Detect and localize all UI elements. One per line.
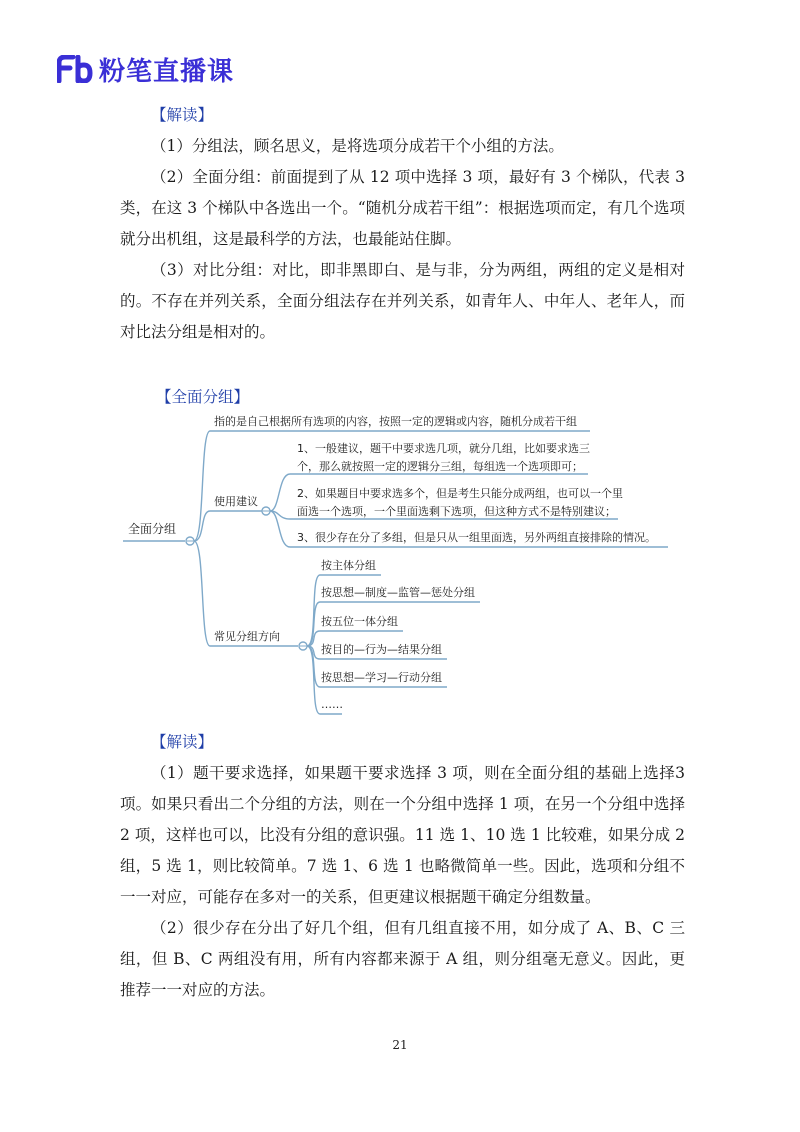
s1-p3-l0: （3）对比分组：对比，即非黑即白、是与非，分为两组，两组的定义是相 [151, 261, 670, 279]
s1-p2-l2: 选项就分出机组，这是最科学的方法，也最能站住脚。 [120, 199, 685, 248]
s2-p2-l1: 组，但 B、C 两组没有用，所有内容都来源于 A 组，则分组毫无意义。因此，更 [120, 950, 685, 968]
direction-item-3: 按五位一体分组 [321, 615, 398, 628]
s1-p2-l1: 类，在这 3 个梯队中各选出一个。“随机分成若干组”：根据选项而定，有几个 [120, 199, 654, 217]
mindmap-header: 【全面分组】 [156, 388, 250, 406]
mindmap-usage-item-3 [297, 529, 656, 547]
s2-p1-l0: （1）题干要求选择，如果题干要求选择 3 项，则在全面分组的基础上选择 [151, 764, 676, 782]
direction-item-5: 按思想—学习—行动分组 [321, 671, 442, 684]
mindmap-directions-label: 常见分组方向 [214, 630, 280, 643]
usage-2-line-2: 面选一个选项，一个里面选剩下选项，但这种方式不是特别建议； [297, 505, 616, 518]
usage-1-line-1: 1、一般建议，题干中要求选几项，就分几组，比如要求选三 [297, 442, 590, 455]
brand-name: 粉笔直播课 [99, 56, 235, 87]
mindmap-usage-item-1 [297, 440, 590, 476]
section-2-header: 【解读】 [151, 733, 214, 751]
s1-p3-l2: 而对比法分组是相对的。 [120, 292, 685, 341]
s2-p1-l3: 分成 2 组，5 选 1，则比较简单。7 选 1、6 选 1 也略微简单一些。因此，选项和 [120, 826, 685, 875]
section-1-header: 【解读】 [151, 106, 214, 124]
mindmap-root: 全面分组 [128, 522, 177, 536]
s2-p1 [120, 758, 685, 913]
s2-p2-l2: 推荐一一对应的方法。 [120, 981, 276, 999]
s2-p1-l1: 3 项。如果只看出二个分组的方法，则在一个分组中选择 1 项，在另一个分组中 [120, 764, 685, 813]
s1-p1-l0: （1）分组法，顾名思义，是将选项分成若干个小组的方法。 [151, 137, 564, 155]
usage-2-line-1: 2、如果题目中要求选多个，但是考生只能分成两组，也可以一个里 [297, 487, 623, 500]
mindmap-usage-item-2 [297, 485, 623, 521]
mindmap-usage-label: 使用建议 [214, 495, 258, 508]
s2-p1-l2: 选择 2 项，这样也可以，比没有分组的意识强。11 选 1、10 选 1 比较难，如果 [120, 795, 685, 844]
s2-p2-l0: （2）很少存在分出了好几个组，但有几组直接不用，如分成了 A、B、C 三 [151, 919, 685, 937]
page-number: 21 [392, 1038, 408, 1052]
direction-item-2: 按思想—制度—监管—惩处分组 [321, 586, 475, 599]
s2-p2 [120, 913, 685, 1006]
usage-3-line-1: 3、很少存在分了多组，但是只从一组里面选，另外两组直接排除的情况。 [297, 531, 656, 544]
s2-p1-l4: 分组不一一对应，可能存在多对一的关系，但更建议根据题干确定分组数量。 [120, 857, 685, 906]
usage-1-line-2: 个，那么就按照一定的逻辑分三组，每组选一个选项即可； [297, 460, 583, 473]
section-2 [120, 727, 685, 1006]
direction-item-1: 按主体分组 [321, 559, 376, 572]
s1-p3-l1: 对的。不存在并列关系，全面分组法存在并列关系，如青年人、中年人、老年人， [120, 261, 685, 310]
direction-item-4: 按目的—行为—结果分组 [321, 643, 442, 656]
mindmap-definition: 指的是自己根据所有选项的内容，按照一定的逻辑或内容，随机分成若干组 [214, 415, 577, 428]
direction-item-6: …… [321, 698, 343, 711]
s1-p2-l0: （2）全面分组：前面提到了从 12 项中选择 3 项，最好有 3 个梯队，代表 3 [151, 168, 685, 186]
